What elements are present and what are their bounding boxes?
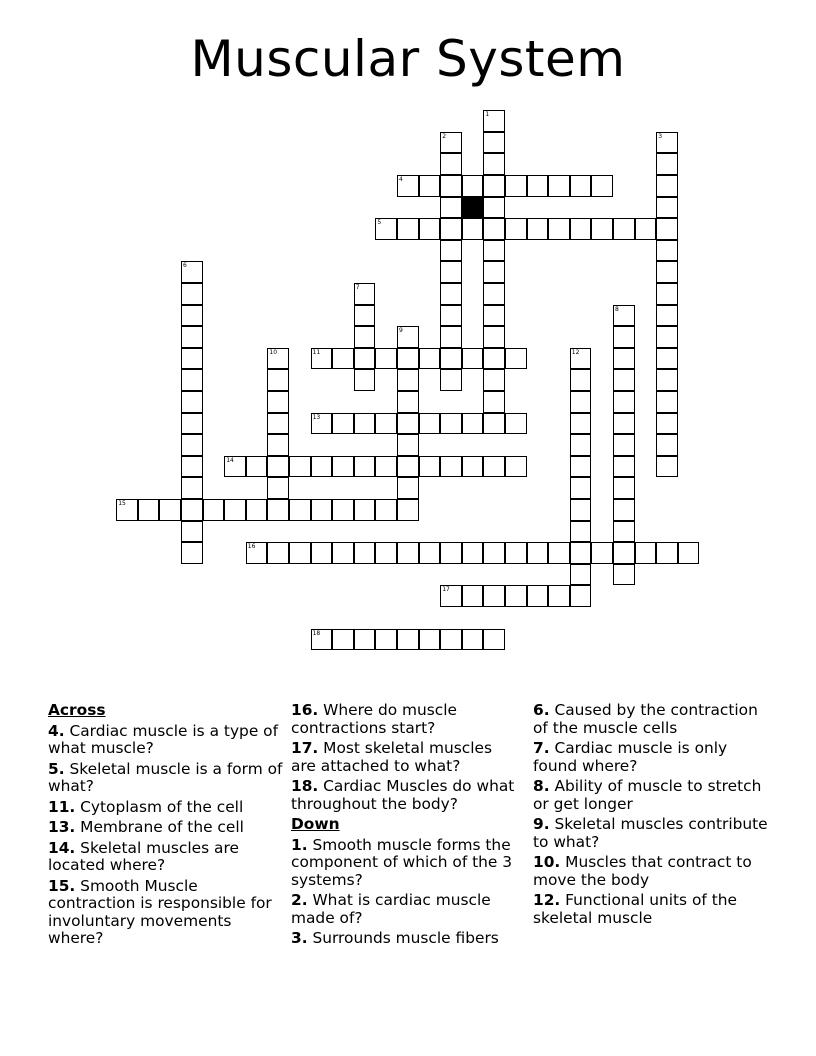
grid-cell[interactable] [311,456,333,478]
cell-number: 6 [183,262,187,270]
grid-cell[interactable] [656,542,678,564]
grid-cell[interactable] [570,585,592,607]
grid-cell[interactable] [656,413,678,435]
grid-cell[interactable] [311,348,333,370]
grid-cell[interactable] [311,542,333,564]
grid-cell[interactable] [656,305,678,327]
grid-cell[interactable] [311,413,333,435]
cell-number: 9 [399,327,403,335]
grid-cell[interactable] [181,477,203,499]
cell-number: 7 [355,284,360,291]
grid-cell[interactable] [440,456,462,478]
cell-number: 2 [442,132,447,140]
clue-number: 6. [533,701,550,719]
grid-cell[interactable] [267,391,289,413]
clue-number: 11. [48,797,76,816]
clue-down-7 [533,740,773,775]
clue-number: 16. [291,701,319,719]
grid-cell[interactable] [181,305,203,327]
clue-number: 13. [48,818,76,836]
grid-cell[interactable] [397,413,419,435]
cell-number: 16 [247,543,256,551]
grid-cell[interactable] [483,413,505,435]
grid-cell[interactable] [440,283,462,305]
clue-number: 10. [533,853,561,871]
clue-number: 17. [291,739,319,757]
grid-cell[interactable] [354,305,376,327]
grid-cell[interactable] [375,542,397,564]
grid-cell[interactable] [613,434,635,456]
grid-cell[interactable] [419,218,441,240]
grid-cell[interactable] [181,456,203,478]
cell-number: 4 [399,176,403,183]
grid-cell[interactable] [656,369,678,391]
grid-cell[interactable] [483,391,505,413]
grid-cell[interactable] [656,240,678,262]
grid-cell[interactable] [440,132,462,154]
grid-cell[interactable] [311,629,333,651]
grid-cell[interactable] [483,542,505,564]
clue-down-2 [291,892,516,927]
grid-cell[interactable] [419,629,441,651]
clue-number: 8. [533,777,550,795]
grid-cell[interactable] [483,585,505,607]
grid-cell[interactable] [483,132,505,154]
cell-number: 11 [312,348,321,356]
grid-cell[interactable] [462,456,484,478]
clue-down-6 [533,702,773,737]
grid-cell[interactable] [548,542,570,564]
grid-cell[interactable] [570,413,592,435]
grid-cell[interactable] [440,305,462,327]
grid-cell[interactable] [527,585,549,607]
grid-cell[interactable] [613,521,635,543]
grid-cell[interactable] [440,240,462,262]
cell-number: 1 [485,111,490,119]
grid-cell[interactable] [267,456,289,478]
grid-cell[interactable] [635,218,657,240]
grid-cell[interactable] [483,261,505,283]
grid-cell[interactable] [483,369,505,391]
clue-across-13 [48,819,284,837]
grid-cell[interactable] [613,348,635,370]
cell-number: 18 [312,629,321,637]
grid-cell[interactable] [505,348,527,370]
grid-cell[interactable] [181,283,203,305]
grid-cell[interactable] [397,348,419,370]
grid-cell[interactable] [570,456,592,478]
grid-cell[interactable] [267,499,289,521]
clue-text: Muscles that contract to move the body [533,853,752,889]
grid-cell[interactable] [656,391,678,413]
grid-cell[interactable] [505,585,527,607]
across-heading: Across [48,701,106,719]
grid-cell[interactable] [570,542,592,564]
grid-cell[interactable] [656,326,678,348]
grid-cell[interactable] [570,434,592,456]
cell-number: 8 [615,305,619,313]
grid-cell[interactable] [613,456,635,478]
grid-cell[interactable] [656,283,678,305]
grid-cell[interactable] [375,218,397,240]
grid-cell[interactable] [440,413,462,435]
grid-cell[interactable] [656,261,678,283]
grid-cell[interactable] [332,413,354,435]
clue-down-12 [533,892,773,927]
clue-down-10 [533,854,773,889]
clue-number: 4. [48,721,65,740]
grid-cell[interactable] [462,175,484,197]
grid-cell[interactable] [354,542,376,564]
clue-number: 18. [291,777,319,795]
grid-cell[interactable] [548,218,570,240]
grid-cell[interactable] [570,499,592,521]
grid-cell[interactable] [181,499,203,521]
clues-column-3 [533,702,773,930]
grid-cell[interactable] [440,153,462,175]
clue-down-1 [291,837,516,890]
clue-number: 1. [291,835,308,854]
grid-cell[interactable] [440,585,462,607]
grid-cell[interactable] [397,456,419,478]
grid-cell[interactable] [354,326,376,348]
grid-cell[interactable] [613,369,635,391]
clue-number: 12. [533,891,561,909]
grid-cell[interactable] [181,369,203,391]
clue-text: Cytoplasm of the cell [80,797,244,816]
grid-cell[interactable] [483,283,505,305]
grid-cell[interactable] [181,261,203,283]
clue-text: Caused by the contraction of the muscle cells [533,701,758,737]
grid-cell[interactable] [483,629,505,651]
grid-cell[interactable] [397,542,419,564]
grid-cell[interactable] [375,348,397,370]
grid-cell[interactable] [656,132,678,154]
grid-cell[interactable] [591,175,613,197]
grid-cell[interactable] [332,629,354,651]
cell-number: 17 [442,586,450,594]
cell-number: 12 [571,348,580,356]
grid-cell[interactable] [570,175,592,197]
grid-cell[interactable] [332,348,354,370]
grid-cell[interactable] [570,564,592,586]
grid-cell[interactable] [505,413,527,435]
grid-cell[interactable] [397,477,419,499]
clue-across-18 [291,778,516,813]
grid-cell[interactable] [440,197,462,219]
grid-cell[interactable] [246,456,268,478]
grid-cell[interactable] [527,218,549,240]
clue-text: Functional units of the skeletal muscle [533,891,737,927]
clue-text: Cardiac muscle is only found where? [533,739,728,775]
grid-cell[interactable] [505,456,527,478]
clue-text: Skeletal muscles contribute to what? [533,815,768,851]
grid-cell[interactable] [656,218,678,240]
clue-number: 7. [533,739,550,757]
grid-cell[interactable] [224,456,246,478]
grid-cell[interactable] [397,499,419,521]
grid-cell[interactable] [613,218,635,240]
clues-column-1 [48,702,284,951]
grid-cell[interactable] [419,542,441,564]
grid-cell[interactable] [289,499,311,521]
clue-text: Skeletal muscles are located where? [48,838,239,874]
grid-cell[interactable] [203,499,225,521]
grid-cell[interactable] [440,348,462,370]
cell-number: 13 [312,413,321,421]
grid-cell[interactable] [419,348,441,370]
grid-cell[interactable] [267,348,289,370]
clue-down-3 [291,930,516,948]
grid-cell[interactable] [181,521,203,543]
grid-cell[interactable] [527,542,549,564]
page-title: Muscular System [190,30,626,88]
grid-cell[interactable] [332,542,354,564]
grid-cell[interactable] [483,218,505,240]
grid-cell[interactable] [440,326,462,348]
grid-cell[interactable] [419,413,441,435]
grid-cell[interactable] [419,456,441,478]
grid-cell[interactable] [462,629,484,651]
cell-number: 10 [269,348,278,356]
grid-cell[interactable] [570,348,592,370]
grid-cell[interactable] [462,218,484,240]
grid-cell[interactable] [570,521,592,543]
grid-cell[interactable] [354,456,376,478]
grid-cell[interactable] [548,175,570,197]
clue-across-16 [291,702,516,737]
clue-across-14 [48,840,284,875]
grid-cell[interactable] [483,305,505,327]
grid-cell[interactable] [375,456,397,478]
clue-number: 9. [533,815,550,833]
grid-cell[interactable] [246,499,268,521]
grid-cell[interactable] [181,391,203,413]
clue-text: Skeletal muscle is a form of what? [48,759,283,795]
grid-cell[interactable] [289,542,311,564]
clue-down-8 [533,778,773,813]
clue-across-5 [48,761,284,796]
grid-cell[interactable] [656,175,678,197]
grid-cell[interactable] [354,369,376,391]
grid-cell[interactable] [267,477,289,499]
grid-cell[interactable] [267,369,289,391]
grid-cell[interactable] [267,413,289,435]
grid-cell[interactable] [483,240,505,262]
grid-cell[interactable] [613,326,635,348]
grid-cell[interactable] [397,326,419,348]
grid-cell[interactable] [613,564,635,586]
clue-number: 5. [48,759,65,778]
grid-cell[interactable] [159,499,181,521]
grid-cell[interactable] [332,499,354,521]
grid-cell[interactable] [462,585,484,607]
grid-cell[interactable] [462,348,484,370]
clue-text: Smooth muscle forms the component of which of the 3 systems? [291,835,513,889]
grid-cell[interactable] [354,629,376,651]
cell-number: 15 [118,500,126,507]
grid-cell[interactable] [267,542,289,564]
grid-cell[interactable] [375,629,397,651]
grid-cell[interactable] [440,542,462,564]
clue-number: 3. [291,929,308,947]
cell-number: 3 [658,132,663,140]
grid-cell[interactable] [440,261,462,283]
black-square [462,197,484,219]
grid-cell[interactable] [397,175,419,197]
grid-cell[interactable] [224,499,246,521]
grid-cell[interactable] [613,542,635,564]
grid-cell[interactable] [332,456,354,478]
grid-cell[interactable] [181,326,203,348]
grid-cell[interactable] [527,175,549,197]
clue-text: Membrane of the cell [80,818,244,836]
grid-cell[interactable] [375,499,397,521]
grid-cell[interactable] [656,456,678,478]
clue-across-11 [48,799,284,817]
cell-number: 14 [226,456,234,464]
grid-cell[interactable] [289,456,311,478]
grid-cell[interactable] [440,629,462,651]
clue-text: Surrounds muscle fibers [312,929,499,947]
clue-text: Cardiac Muscles do what throughout the body? [291,777,515,813]
clue-text: Most skeletal muscles are attached to what? [291,739,493,775]
clue-down-9 [533,816,773,851]
grid-cell[interactable] [613,477,635,499]
grid-cell[interactable] [462,542,484,564]
grid-cell[interactable] [613,499,635,521]
grid-cell[interactable] [483,326,505,348]
grid-cell[interactable] [354,283,376,305]
grid-cell[interactable] [613,305,635,327]
grid-cell[interactable] [138,499,160,521]
clue-text: Ability of muscle to stretch or get longer [533,777,762,813]
grid-cell[interactable] [397,391,419,413]
grid-cell[interactable] [483,197,505,219]
grid-cell[interactable] [483,110,505,132]
grid-cell[interactable] [635,542,657,564]
grid-cell[interactable] [548,585,570,607]
grid-cell[interactable] [505,542,527,564]
grid-cell[interactable] [116,499,138,521]
grid-cell[interactable] [656,197,678,219]
grid-cell[interactable] [354,499,376,521]
clue-text: Smooth Muscle contraction is responsible for involuntary movements where? [48,876,272,947]
grid-cell[interactable] [570,477,592,499]
grid-cell[interactable] [440,369,462,391]
clue-across-17 [291,740,516,775]
grid-cell[interactable] [181,413,203,435]
clue-text: Where do muscle contractions start? [291,701,458,737]
down-heading: Down [291,815,340,833]
clue-number: 15. [48,876,76,895]
cell-number: 5 [377,219,382,227]
clues-column-2 [291,702,516,951]
grid-cell[interactable] [678,542,700,564]
grid-cell[interactable] [419,175,441,197]
grid-cell[interactable] [656,348,678,370]
grid-cell[interactable] [483,153,505,175]
clue-text: Cardiac muscle is a type of what muscle? [48,721,279,757]
grid-cell[interactable] [354,413,376,435]
grid-cell[interactable] [613,413,635,435]
grid-cell[interactable] [505,175,527,197]
grid-cell[interactable] [397,629,419,651]
grid-cell[interactable] [483,175,505,197]
grid-cell[interactable] [483,456,505,478]
grid-cell[interactable] [440,175,462,197]
clue-number: 14. [48,838,76,857]
grid-cell[interactable] [354,348,376,370]
grid-cell[interactable] [570,369,592,391]
grid-cell[interactable] [656,434,678,456]
grid-cell[interactable] [375,413,397,435]
grid-cell[interactable] [505,218,527,240]
grid-cell[interactable] [483,348,505,370]
grid-cell[interactable] [267,434,289,456]
grid-cell[interactable] [397,434,419,456]
grid-cell[interactable] [181,434,203,456]
grid-cell[interactable] [613,391,635,413]
grid-cell[interactable] [311,499,333,521]
clue-across-4 [48,723,284,758]
grid-cell[interactable] [440,218,462,240]
grid-cell[interactable] [462,413,484,435]
clue-text: What is cardiac muscle made of? [291,891,491,927]
grid-cell[interactable] [570,218,592,240]
grid-cell[interactable] [591,218,613,240]
clue-number: 2. [291,891,308,909]
grid-cell[interactable] [656,153,678,175]
grid-cell[interactable] [591,542,613,564]
clue-across-15 [48,878,284,948]
grid-cell[interactable] [397,369,419,391]
grid-cell[interactable] [570,391,592,413]
grid-cell[interactable] [181,348,203,370]
grid-cell[interactable] [246,542,268,564]
grid-cell[interactable] [181,542,203,564]
grid-cell[interactable] [397,218,419,240]
